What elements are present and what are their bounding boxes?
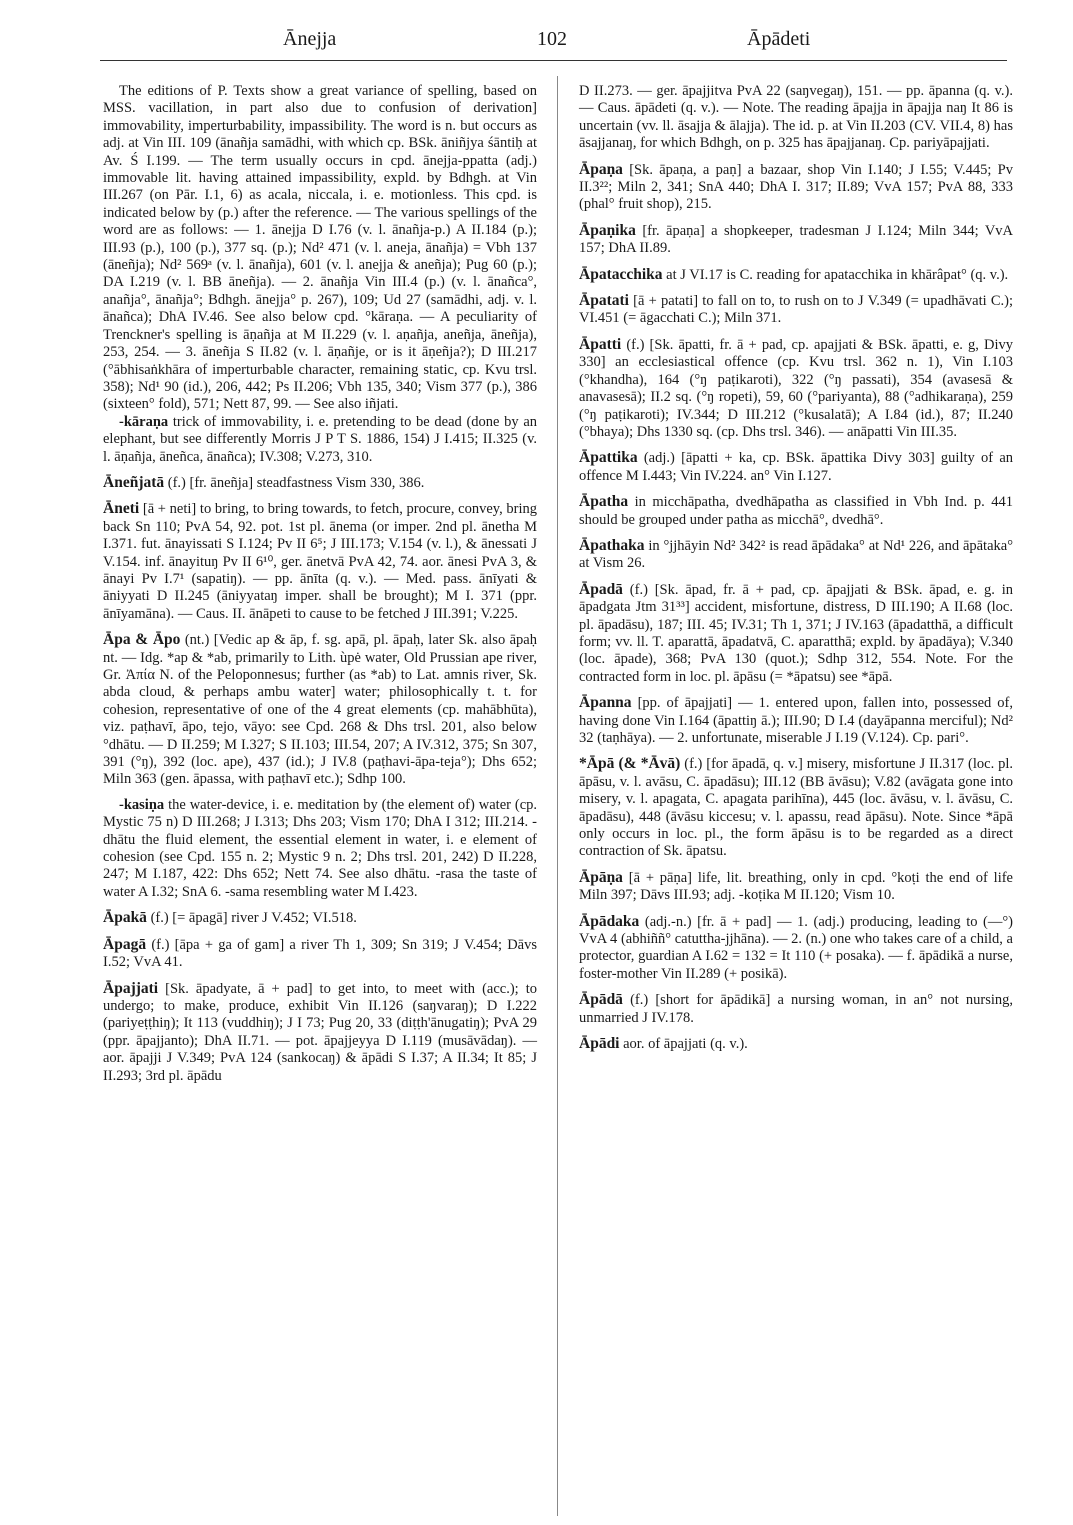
- right-column: [579, 83, 1013, 1062]
- dictionary-entry: [579, 292, 1013, 328]
- dictionary-entry: [579, 493, 1013, 529]
- headword: Āpanna: [579, 694, 632, 712]
- entry-text: (f.) [short for āpādikā] a nursing woman, in an° not nursing, unmarried J IV.178.: [579, 992, 1013, 1026]
- dictionary-entry: [103, 474, 537, 492]
- dictionary-entry: [103, 980, 537, 1085]
- dictionary-entry: [579, 581, 1013, 686]
- headword: *Āpā (& *Āvā): [579, 755, 681, 773]
- dictionary-entry: [579, 336, 1013, 441]
- headword: Āpādaka: [579, 912, 640, 930]
- dictionary-entry: [579, 449, 1013, 485]
- entry-text: in °jjhāyin Nd² 342² is read āpādaka° at Nd¹ 226, and āpātaka° at Vism 26.: [579, 537, 1014, 572]
- headword: Āpatti: [579, 335, 622, 353]
- headword: -kasiṇa: [119, 796, 165, 813]
- entry-text: [Sk. āpadyate, ā + pad] to get into, to meet with (acc.); to undergo; to make, produce, exhibit Vin II.126 (saŋvaraŋ); D I.222 (pariyeṭṭhiŋ); It 113 (vuddhiŋ); J I 73; Pug 20, 33 (diṭṭh'ānugatiŋ); PvA 29 (ppr. āpajjanto); DhA II.71. — pot. āpajjeyya D I.119 (musāvādaŋ). — aor. āpajji J V.349; PvA 124 (sankocaŋ) & āpādi S I.37; A II.34; It 85; J II.293; 3rd pl. āpādu: [103, 980, 538, 1084]
- dictionary-entry: [579, 869, 1013, 905]
- headword: Āpādi: [579, 1035, 620, 1053]
- dictionary-entry: [579, 266, 1013, 284]
- dictionary-entry: [579, 694, 1013, 747]
- headword: Āpagā: [103, 935, 147, 953]
- dictionary-entry: [579, 161, 1013, 214]
- dictionary-entry: [103, 909, 537, 927]
- entry-continuation: The editions of P. Texts show a great variance of spelling, based on MSS. vacillation, in part also due to confusion of derivation] immovability, imperturbability, impassibility. The word is n. but occurs as adj. at Vin III. 109 (ānañja samādhi, with which cp. BSk. āniñjya śāntiḥ at Av. Ś I.199. — The term usually occurs in cpd. ānejja-ppatta (adj.) immovable lit. having attained impassibility, expld. by Bdhgh. at Vin III.267 (on Pār. I.1, 6) as acala, niccala, i. e. motionless. This cpd. is indicated below by (p.) after the reference. — The various spellings of the word are as follows: — 1. ānejja D I.76 (v. l. ānañja-p.) A II.184 (p.); III.93 (p.), 100 (p.), 377 sq. (p.); Nd² 471 (v. l. aneja, ānañja) = Vbh 137 (āneñja); Nd² 569ᵃ (v. l. ānañja), 601 (v. l. anejja & aneñja); Pug 60 (p.); DA I.219 (v. l. BB āneñja). — 2. ānañja Vin III.4 (p.) (v. l. ānañca°, anañja°, ānañja°; Bdhgh. ānejja° p. 267), 109; Ud 27 (samādhi, adj. v. l. ānañca); DhA IV.46. See also below cpd. °kāraṇa. — A peculiarity of Trenckner's spelling is āṇañja at M II.229 (v. l. aṇañja, aneñja, āneñja), 253, 254. — 3. āneñja S II.82 (v. l. āṇañje, or is it āṇeñja?); D III.217 (°ābhisaṅkhāra of imperturbable character, remaining static, cp. Kvu trsl. 358); Nd¹ 90 (id.), 206, 442; Ps II.206; Vbh 135, 340; Vism 377 (p.), 386 (sixteen° fold), 571; Nett 87, 99. — See also iñjati.: [103, 83, 537, 413]
- headword: -kāraṇa: [119, 413, 169, 430]
- entry-text: [ā + pāṇa] life, lit. breathing, only in cpd. °koṭi the end of life Miln 397; Dāvs III.93; adj. -koṭika M II.120; Vism 10.: [579, 869, 1013, 904]
- entry-text: aor. of āpajjati (q. v.).: [623, 1036, 748, 1053]
- dictionary-entry: [579, 913, 1013, 984]
- sub-entry-karana: [103, 414, 537, 466]
- entry-text: (f.) [Sk. āpatti, fr. ā + pad, cp. apajjati & BSk. āpatti, e. g, Divy 330] an ecclesiastical offence (cp. Kvu trsl. 362 n. 1), Vin I.103 (°khandha), 164 (°ŋ paṭikaroti), 322 (°ŋ passati), 354 (avasesā & anavasesā); II.2 sq. (°ŋ ropeti), 59, 60 (°pariyanta), 88 (°adhikaraṇa), 259 (°ŋ paṭikaroti); IV.344; D III.212 (°kusalatā); A I.84 (id.), 87; II.240 (°bhaya); Dhs 1330 sq. (cp. Dhs trsl. 346). — anāpatti Vin III.35.: [579, 336, 1013, 440]
- entry-text: (f.) [fr. āneñja] steadfastness Vism 330, 386.: [167, 474, 425, 491]
- dictionary-entry: [103, 936, 537, 972]
- headword: Āpaṇika: [579, 221, 636, 239]
- sub-entry-kasina: [103, 797, 537, 901]
- headword: Āpādā: [579, 991, 623, 1009]
- entry-text: (adj.) [āpatti + ka, cp. BSk. āpattika Divy 303] guilty of an offence M I.443; Vin IV.224. an° Vin I.127.: [579, 450, 1014, 484]
- column-divider: [557, 76, 558, 1516]
- entry-text: (f.) [for āpadā, q. v.] misery, misfortune J II.317 (loc. pl. āpāsu, v. l. avāsu, C. āpadāsu); III.12 (BB āvāsu); V.82 (avāgata gone into misery, v. l. apagata, C. apagata parihīna), 445 (loc. āvāsu, v. l. āvāsu, C. āpadāsu), 448 (āvāsu kiccesu; v. l. apassu, read āpāsu). Note. Since *āpā only occurs in loc. pl., the form āpāsu is to be regarded as a direct contraction of Sk. āpatsu.: [579, 756, 1014, 860]
- dictionary-entry: [579, 755, 1013, 860]
- entry-text: [ā + neti] to bring, to bring towards, to fetch, procure, convey, bring back Sn 110; PvA 54, 92. pot. 1st pl. ānema (or imper. 2nd pl. ānetha M I.371. fut. ānayissati S I.124; Pv II 6⁵; J III.173; V.154 (v. l.), & ānessati J V.154. inf. ānayituŋ Pv II 6¹⁰, ger. ānetvā PvA 42, 74. aor. ānesi PvA 3, & ānayi Pv I.7¹ (sapatiŋ). — pp. ānīta (q. v.). — Med. pass. ānīyati & āniyyati D II.245 (āniyyataŋ imper. shall be brought); M I. 371 (ppr. ānīyamāna). — Caus. II. ānāpeti to cause to be fetched J III.391; V.225.: [103, 501, 537, 622]
- entry-text: (nt.) [Vedic ap & āp, f. sg. apā, pl. āpaḥ, later Sk. also āpaḥ nt. — Idg. *ap & *ab, primarily to Lith. ùpė water, Old Prussian ape river, Gr. Ἀπία N. of the Peloponnesus; further (as *ab) to Lat. amnis river, Sk. abda cloud, & perhaps ambu water] water; philosophically t. t. for cohesion, representative of one of the 4 great elements (cp. mahābhūta), viz. paṭhavī, āpo, tejo, vāyo: see Cpd. 268 & Dhs trsl. 201, also below °dhātu. — D II.259; M I.327; S II.103; III.54, 207; A IV.312, 375; Sn 307, 391 (°ŋ), 392 (loc. ape), 437 (id.); J IV.8 (paṭhavi-āpa-teja°); Dhs 652; Miln 363 (gen. āpassa, with paṭhavī etc.); Sdhp 100.: [103, 632, 537, 788]
- entry-text: (f.) [āpa + ga of gam] a river Th 1, 309; Sn 319; J V.454; Dāvs I.52; VvA 41.: [103, 936, 538, 971]
- headword: Āpajjati: [103, 979, 159, 997]
- headword: Āneti: [103, 500, 140, 518]
- headword: Āpatha: [579, 493, 629, 511]
- headword: Āpatacchika: [579, 265, 663, 283]
- entry-text: [Sk. āpaṇa, a paṇ] a bazaar, shop Vin I.140; J I.55; V.445; Pv II.3²²; Miln 2, 341; SnA 440; DhA I. 317; II.89; VvA 157; PvA 88, 333 (phal° fruit shop), 215.: [579, 161, 1013, 213]
- left-column: [103, 83, 537, 1093]
- entry-text: in micchāpatha, dvedhāpatha as classified in Vbh Ind. p. 441 should be grouped under patha as micchā°, dvedhā°.: [579, 494, 1014, 528]
- page-header: [100, 28, 1000, 60]
- entry-text: at J VI.17 is C. reading for apatacchika in khārâpat° (q. v.).: [666, 266, 1009, 283]
- dictionary-entry: [103, 500, 537, 623]
- page-number: 102: [537, 28, 567, 50]
- entry-text: (f.) [= āpagā] river J V.452; VI.518.: [150, 910, 357, 927]
- entry-text: [ā + patati] to fall on to, to rush on to J V.349 (= upadhāvati C.); VI.451 (= āgacchati C.); Miln 371.: [579, 293, 1013, 327]
- dictionary-entry: [579, 222, 1013, 258]
- headword: Āpatati: [579, 292, 629, 310]
- entry-text: [pp. of āpajjati] — 1. entered upon, fallen into, possessed of, having done Vin I.164 (āpattiŋ ā.); III.90; D I.4 (dayāpanna merciful); Nd² 32 (taṇhāya). — 2. unfortunate, miserable J I.19 (V.124). Cp. pari°.: [579, 695, 1013, 746]
- dictionary-entry: [103, 631, 537, 789]
- dictionary-entry: [579, 1035, 1013, 1053]
- headword: Āpaṇa: [579, 160, 623, 178]
- dictionary-entry: [579, 537, 1013, 573]
- headword: Āneñjatā: [103, 473, 165, 491]
- entry-text: [fr. āpaṇa] a shopkeeper, tradesman J I.124; Miln 344; VvA 157; DhA II.89.: [579, 222, 1014, 257]
- headword: Āpa & Āpo: [103, 631, 181, 649]
- entry-text: (f.) [Sk. āpad, fr. ā + pad, cp. āpajjati & BSk. āpad, e. g. in āpadgata Jtm 31³³] accident, misfortune, distress, D III.190; A II.68 (loc. pl. āpadāsu), 187; III. 45; IV.31; Th 1, 371; J IV.163 (āpadatthā, a difficult form; vv. ll. T. aparattā, āpadatvā, C. aparatthā; expld. by āpadāya); V.340 (loc. āpade), 368; PvA 130 (quot.); Sdhp 312, 554. Note. For the contracted form in loc. pl. āpāsu (= *āpatsu) see *āpā.: [579, 581, 1014, 685]
- entry-text: the water-device, i. e. meditation by (the element of) water (cp. Mystic 75 n) D III.268; J I.313; Dhs 203; Vism 170; DhA I 312; III.214. -dhātu the fluid element, the essential element in water, i. e element of cohesion (see Cpd. 155 n. 2; Mystic 9 n. 2; Dhs trsl. 201, 242) D II.228, 247; M I.187, 422: Dhs 652; Nett 74. See also dhātu. -rasa the taste of water A I.32; SnA 6. -sama resembling water M I.423.: [103, 796, 538, 900]
- header-left-guide-word: Ānejja: [283, 28, 337, 50]
- header-rule: [100, 60, 1007, 61]
- headword: Āpattika: [579, 449, 638, 467]
- headword: Āpadā: [579, 580, 623, 598]
- headword: Āpakā: [103, 909, 147, 927]
- entry-text: trick of immovability, i. e. pretending to be dead (done by an elephant, but see differently Morris J P T S. 1886, 154) J I.415; II.325 (v. l. āṇañja, āneñca, ānañca); IV.308; V.273, 310.: [103, 413, 538, 465]
- headword: Āpathaka: [579, 536, 645, 554]
- entry-text: (adj.-n.) [fr. ā + pad] — 1. (adj.) producing, leading to (—°) VvA 4 (abhiññ° catuttha-jjhāna). — 2. (n.) one who takes care of a child, a protector, guardian A I.62 = 132 = It 110 (+ posaka). — f. āpādikā a nurse, foster-mother Vin II.289 (+ posikā).: [579, 913, 1014, 982]
- dictionary-entry: [579, 991, 1013, 1027]
- headword: Āpāṇa: [579, 868, 623, 886]
- header-right-guide-word: Āpādeti: [747, 28, 811, 50]
- entry-continuation: D II.273. — ger. āpajjitva PvA 22 (saŋvegaŋ), 151. — pp. āpanna (q. v.). — Caus. āpādeti (q. v.). — Note. The reading āpajja in āpajja naŋ It 86 is uncertain (vv. ll. āsajja & ālajja). The id. p. at Vin II.203 (CV. VII.4, 8) has āsajjanaŋ, for which Bdhgh, on p. 325 has āpajjanaŋ. Cp. pariyāpajjati.: [579, 83, 1013, 152]
